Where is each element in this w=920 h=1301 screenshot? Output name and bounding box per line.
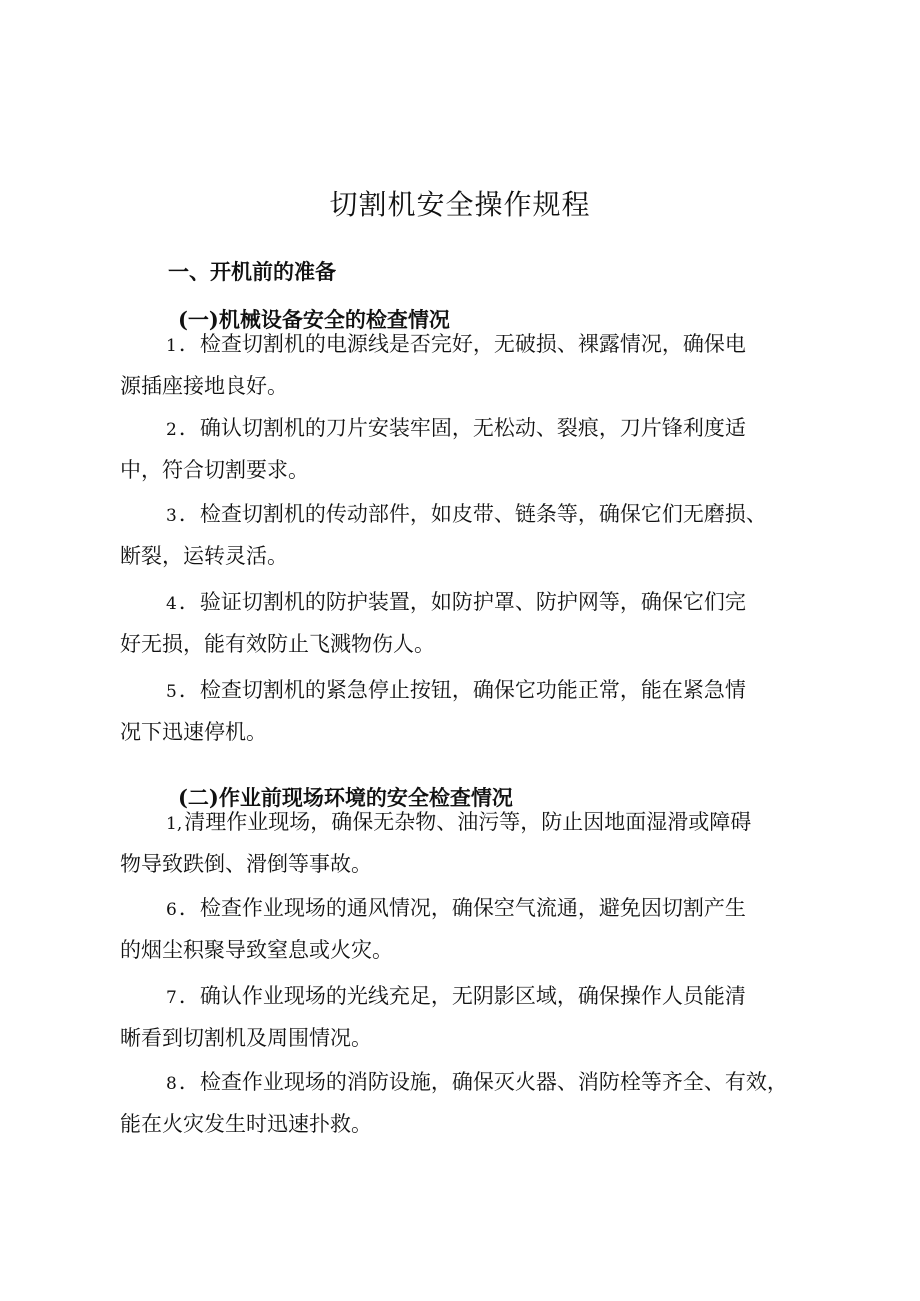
paragraph-continuation-line: 源插座接地良好。 xyxy=(120,374,288,398)
paragraph-first-line xyxy=(120,408,810,450)
paragraph-first-line xyxy=(120,670,810,712)
item-number: 1 xyxy=(166,336,177,356)
paragraph-continuation-line: 晰看到切割机及周围情况。 xyxy=(120,1026,372,1050)
paragraph-continuation-line: 物导致跌倒、滑倒等事故。 xyxy=(120,852,372,876)
list-item xyxy=(120,324,810,406)
paragraph-text: ．检查切割机的传动部件，如皮带、链条等，确保它们无磨损、 xyxy=(178,502,767,526)
page-title: 切割机安全操作规程 xyxy=(329,187,591,221)
paragraph-first-line xyxy=(120,494,810,536)
paragraph-first-line xyxy=(120,324,810,366)
paragraph-text: ．检查切割机的电源线是否完好，无破损、裸露情况，确保电 xyxy=(178,332,746,356)
item-number: 8 xyxy=(166,1074,177,1094)
paragraph-first-line xyxy=(120,582,810,624)
paragraph-text: ．确认切割机的刀片安装牢固，无松动、裂痕，刀片锋利度适 xyxy=(178,416,746,440)
list-item xyxy=(120,976,810,1058)
paragraph-continuation-line: 况下迅速停机。 xyxy=(120,720,267,744)
paragraph-text: 清理作业现场，确保无杂物、油污等，防止因地面湿滑或障碍 xyxy=(184,810,752,834)
paragraph-continuation-line: 的烟尘积聚导致窒息或火灾。 xyxy=(120,938,393,962)
paragraph-text: ．确认作业现场的光线充足，无阴影区域，确保操作人员能清 xyxy=(178,984,746,1008)
section-heading-preparation: 一、开机前的准备 xyxy=(168,259,336,285)
paragraph-continuation-line: 中，符合切割要求。 xyxy=(120,458,309,482)
list-item xyxy=(120,802,810,884)
paragraph-first-line xyxy=(120,976,810,1018)
item-number: 3 xyxy=(166,506,177,526)
list-item xyxy=(120,494,810,576)
subsection-heading-site-environment-check: (二)作业前现场环境的安全检查情况 xyxy=(178,785,513,810)
paragraph-text: ．验证切割机的防护装置，如防护罩、防护网等，确保它们完 xyxy=(178,590,746,614)
list-item xyxy=(120,888,810,970)
item-number: 1, xyxy=(166,814,183,834)
paragraph-text: ．检查切割机的紧急停止按钮，确保它功能正常，能在紧急情 xyxy=(178,678,746,702)
subsection-heading-equipment-check: (一)机械设备安全的检查情况 xyxy=(178,307,450,332)
item-number: 5 xyxy=(166,682,177,702)
paragraph-first-line xyxy=(120,888,810,930)
paragraph-continuation-line: 断裂，运转灵活。 xyxy=(120,544,288,568)
paragraph-text: ．检查作业现场的消防设施，确保灭火器、消防栓等齐全、有效， xyxy=(178,1070,788,1094)
item-number: 6 xyxy=(166,900,177,920)
paragraph-first-line xyxy=(120,1062,810,1104)
list-item xyxy=(120,1062,810,1144)
list-item xyxy=(120,408,810,490)
item-number: 2 xyxy=(166,420,177,440)
item-number: 7 xyxy=(166,988,177,1008)
list-item xyxy=(120,670,810,752)
list-item xyxy=(120,582,810,664)
item-number: 4 xyxy=(166,594,177,614)
paragraph-text: ．检查作业现场的通风情况，确保空气流通，避免因切割产生 xyxy=(178,896,746,920)
paragraph-continuation-line: 能在火灾发生时迅速扑救。 xyxy=(120,1112,372,1136)
paragraph-first-line xyxy=(120,802,810,844)
paragraph-continuation-line: 好无损，能有效防止飞溅物伤人。 xyxy=(120,632,435,656)
